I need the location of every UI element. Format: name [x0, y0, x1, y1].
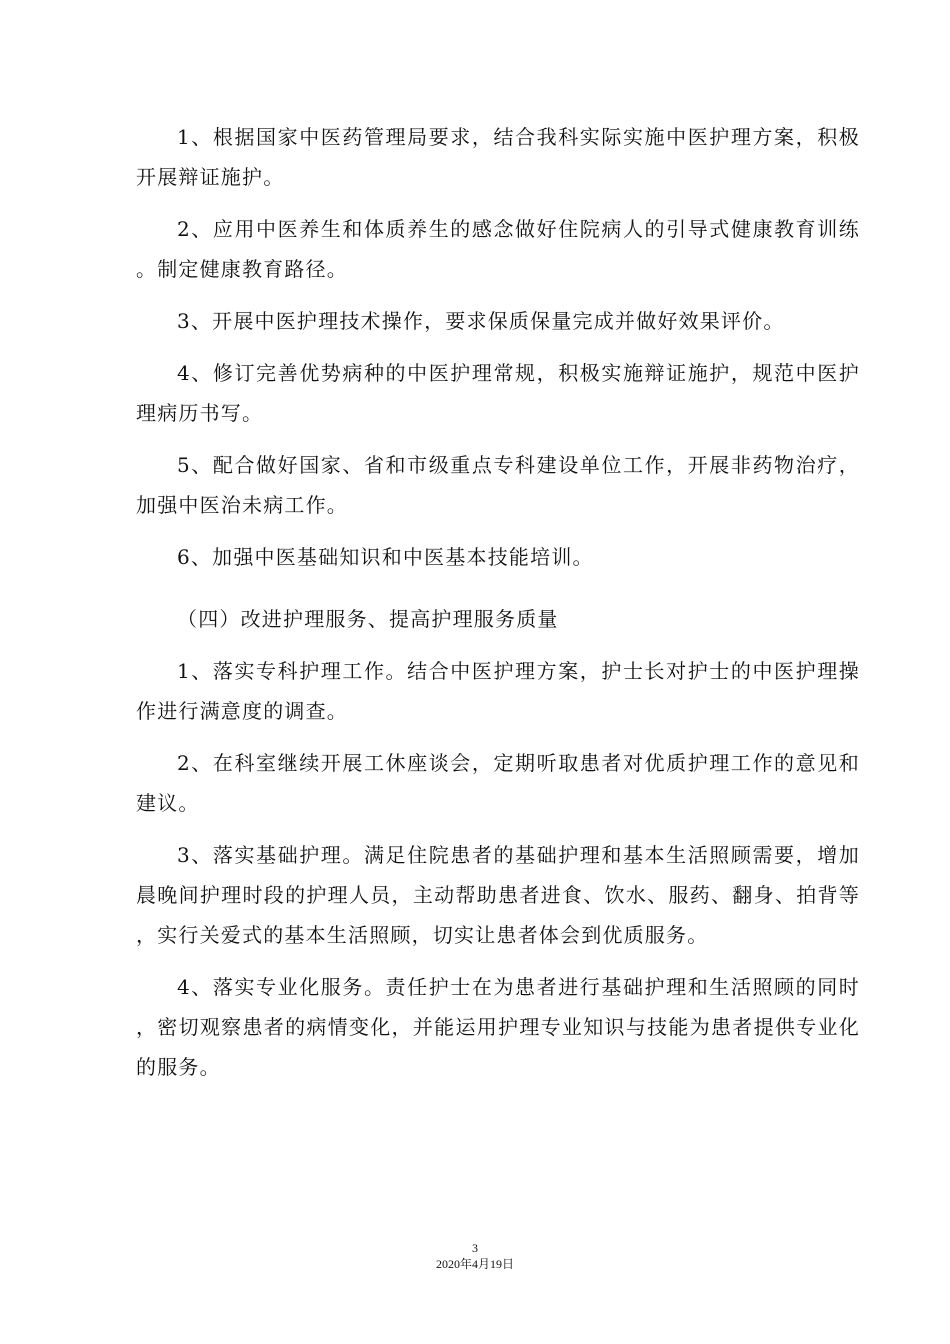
- document-body: [136, 117, 860, 1087]
- paragraph-item-7: 1、落实专科护理工作。结合中医护理方案，护士长对护士的中医护理操作进行满意度的调查。: [136, 659, 860, 723]
- paragraph-item-4: 4、修订完善优势病种的中医护理常规，积极实施辩证施护，规范中医护理病历书写。: [136, 361, 860, 425]
- section-heading: （四）改进护理服务、提高护理服务质量: [177, 607, 559, 631]
- paragraph-item-8: 2、在科室继续开展工休座谈会，定期听取患者对优质护理工作的意见和建议。: [136, 751, 860, 815]
- paragraph-item-1: 1、根据国家中医药管理局要求，结合我科实际实施中医护理方案，积极开展辩证施护。: [136, 125, 860, 189]
- paragraph-item-6: 6、加强中医基础知识和中医基本技能培训。: [177, 545, 594, 569]
- paragraph-item-10: 4、落实专业化服务。责任护士在为患者进行基础护理和生活照顾的同时，密切观察患者的病情变化，并能运用护理专业知识与技能为患者提供专业化的服务。: [136, 975, 860, 1079]
- footer-date: 2020年4月19日: [435, 1257, 514, 1271]
- paragraph-item-9: 3、落实基础护理。满足住院患者的基础护理和基本生活照顾需要，增加晨晚间护理时段的护理人员，主动帮助患者进食、饮水、服药、翻身、拍背等，实行关爱式的基本生活照顾，切实让患者体会到优质服务。: [136, 843, 860, 947]
- paragraph-item-5: 5、配合做好国家、省和市级重点专科建设单位工作，开展非药物治疗，加强中医治未病工作。: [136, 453, 860, 517]
- paragraph-item-2: 2、应用中医养生和体质养生的感念做好住院病人的引导式健康教育训练。制定健康教育路径。: [136, 217, 860, 281]
- page-number: 3: [472, 1241, 478, 1255]
- paragraph-item-3: 3、开展中医护理技术操作，要求保质保量完成并做好效果评价。: [177, 309, 785, 333]
